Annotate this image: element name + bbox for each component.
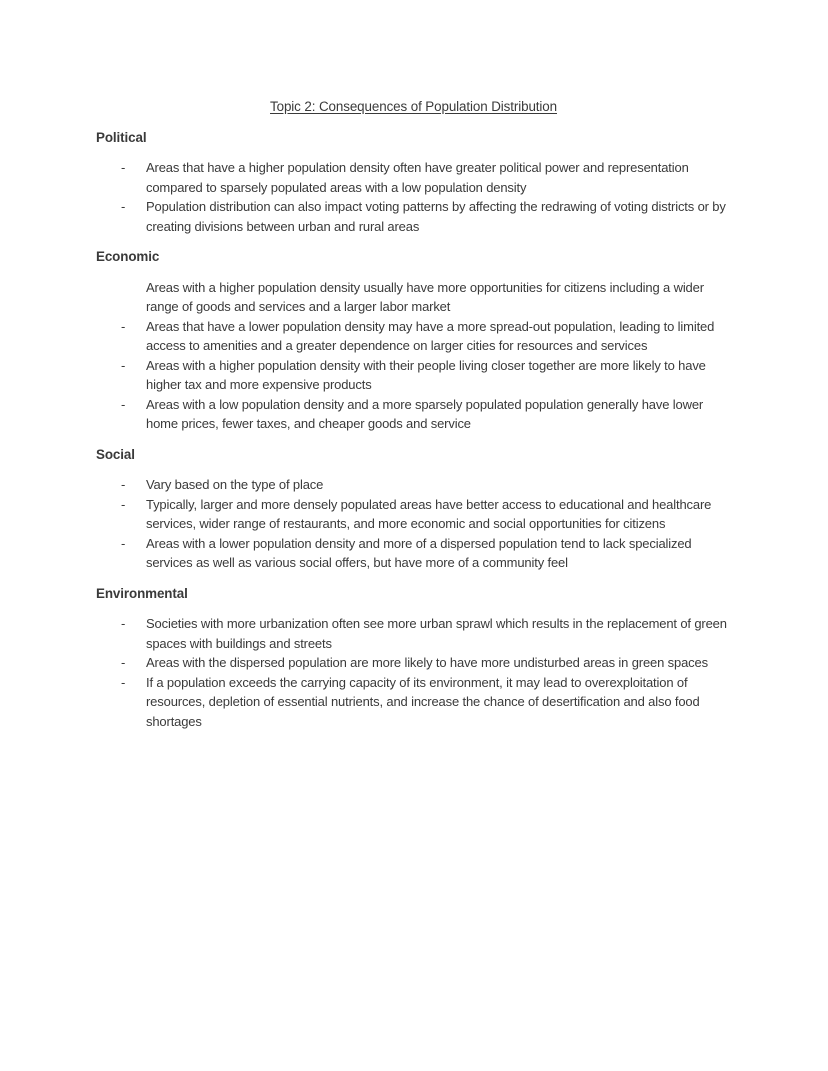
list-item xyxy=(96,317,731,356)
bullet-marker: - xyxy=(121,357,126,373)
bullet-marker: - xyxy=(121,160,126,175)
section-heading: Environmental xyxy=(96,585,188,601)
list-item xyxy=(96,197,731,236)
list-item xyxy=(96,158,731,197)
list-item xyxy=(96,356,731,395)
list-item-text: Areas that have a higher population density often have greater political power and representation compared to sparsely populated areas with a low population density xyxy=(146,160,689,195)
list-item-text: If a population exceeds the carrying capacity of its environment, it may lead to overexploitation of resources, depletion of essential nutrients, and increase the chance of desertification and also food shortages xyxy=(146,674,700,729)
list-item-text: Areas with the dispersed population are more likely to have more undisturbed areas in green spaces xyxy=(146,655,708,670)
section-heading: Political xyxy=(96,129,147,145)
list-item xyxy=(96,495,731,534)
list-item xyxy=(96,278,731,317)
bullet-marker: - xyxy=(121,477,126,492)
section-heading: Economic xyxy=(96,249,160,264)
list-item-text: Areas with a lower population density and more of a dispersed population tend to lack specialized services as well as various social offers, but have more of a community feel xyxy=(146,535,692,570)
list-item xyxy=(96,395,731,434)
list-item xyxy=(96,614,731,653)
list-item xyxy=(96,653,731,673)
document-title: Topic 2: Consequences of Population Distribution xyxy=(270,99,557,114)
section-political xyxy=(96,128,731,237)
list-item-text: Areas with a low population density and a more sparsely populated population generally have lower home prices, fewer taxes, and cheaper goods and service xyxy=(146,396,704,431)
bullet-list xyxy=(96,158,731,236)
bullet-marker: - xyxy=(121,616,126,631)
section-heading: Social xyxy=(96,446,135,462)
bullet-marker: - xyxy=(121,535,126,551)
section-economic xyxy=(96,247,731,434)
bullet-marker: - xyxy=(121,496,126,512)
list-item-text: Areas with a higher population density usually have more opportunities for citizens including a wider range of goods and services and a larger labor market xyxy=(146,279,704,314)
list-item-text: Typically, larger and more densely populated areas have better access to educational and healthcare services, wider range of restaurants, and more economic and social opportunities for citizens xyxy=(146,496,712,531)
bullet-list xyxy=(96,278,731,434)
bullet-list xyxy=(96,475,731,573)
list-item-text: Areas that have a lower population density may have a more spread-out population, leading to limited access to amenities and a greater dependence on larger cities for resources and services xyxy=(146,318,715,353)
section-social xyxy=(96,445,731,573)
list-item xyxy=(96,475,731,495)
section-environmental xyxy=(96,584,731,732)
bullet-marker: - xyxy=(121,655,126,670)
list-item-text: Vary based on the type of place xyxy=(146,477,324,492)
list-item xyxy=(96,673,731,732)
bullet-list xyxy=(96,614,731,731)
bullet-marker: - xyxy=(121,674,126,690)
bullet-marker: - xyxy=(121,318,126,334)
bullet-marker: - xyxy=(121,396,126,412)
list-item-text: Societies with more urbanization often see more urban sprawl which results in the replacement of green spaces with buildings and streets xyxy=(146,616,727,651)
bullet-marker: - xyxy=(121,199,126,214)
list-item xyxy=(96,534,731,573)
list-item-text: Areas with a higher population density with their people living closer together are more likely to have higher tax and more expensive products xyxy=(146,357,706,392)
list-item-text: Population distribution can also impact voting patterns by affecting the redrawing of voting districts or by creating divisions between urban and rural areas xyxy=(146,199,726,234)
